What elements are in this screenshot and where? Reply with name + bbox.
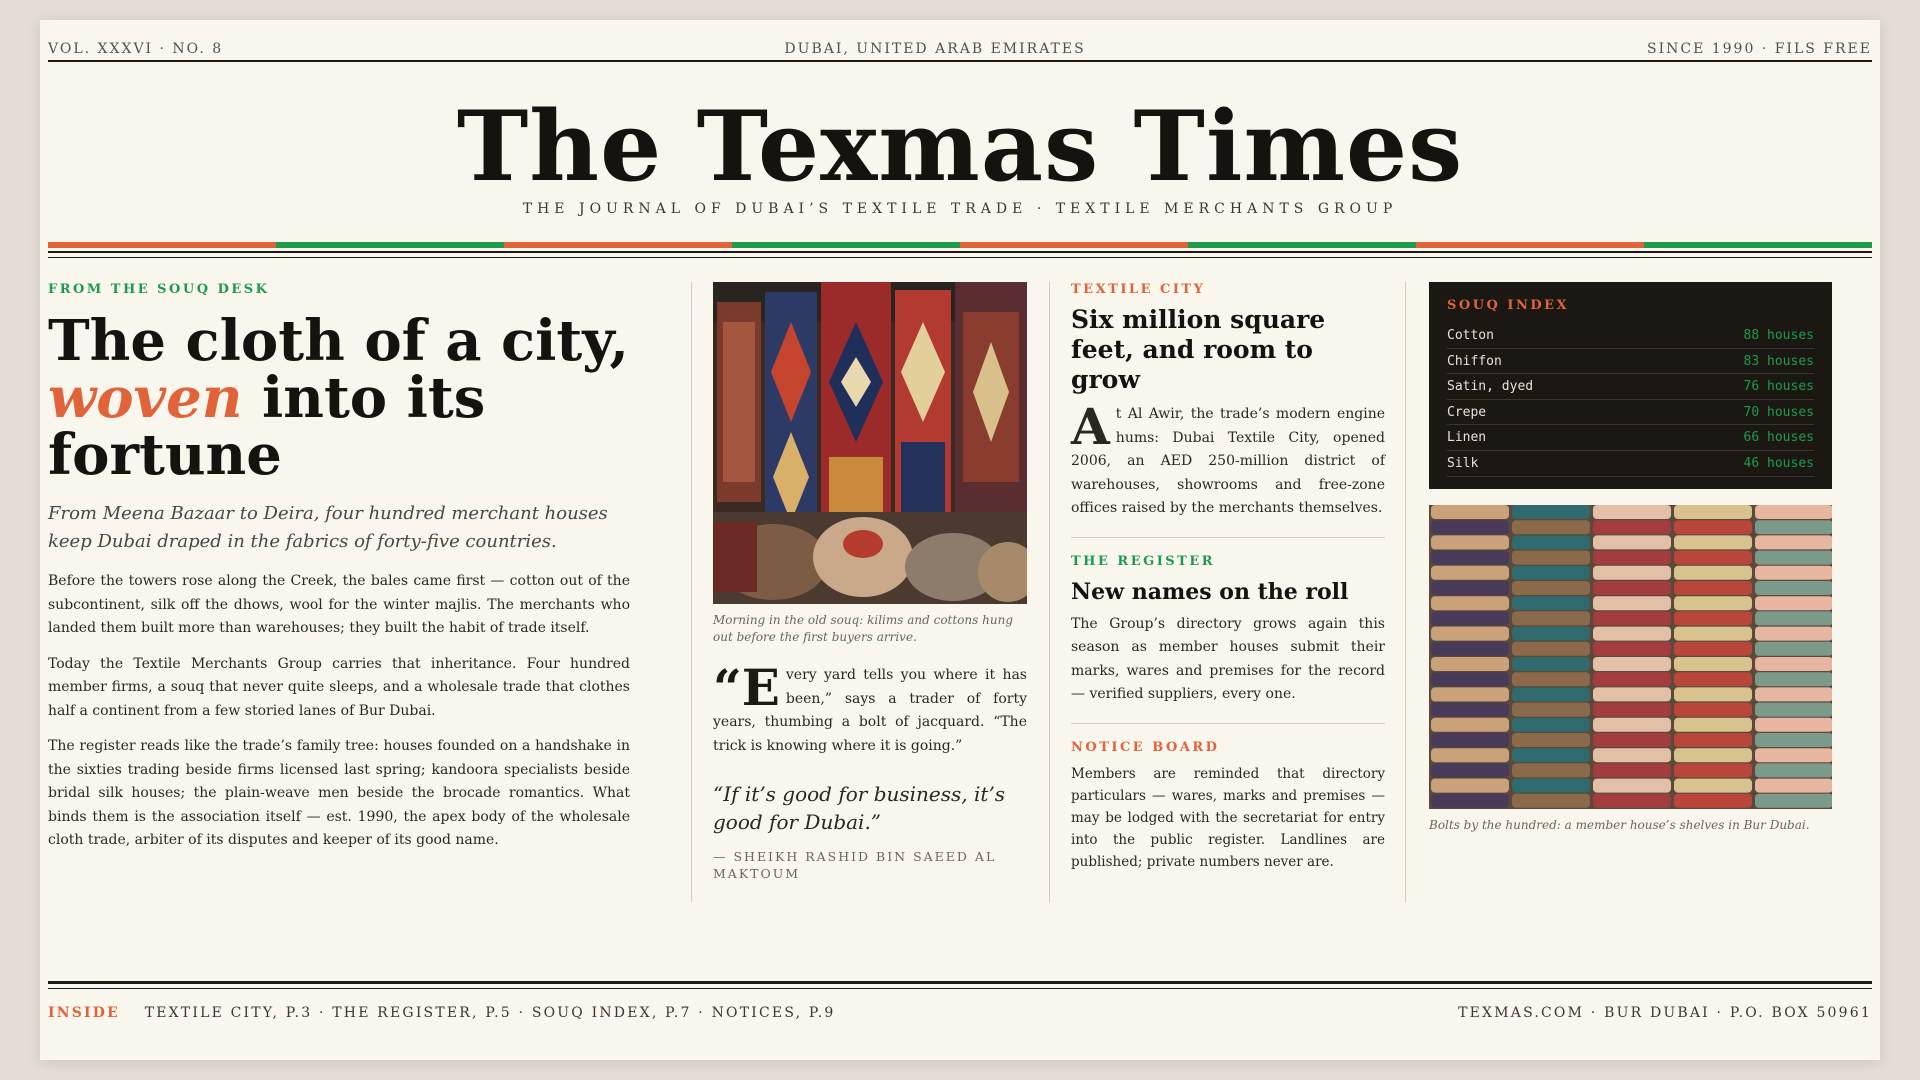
fabric-bolt <box>1593 611 1671 625</box>
section-divider <box>1071 537 1385 538</box>
masthead-tagline: THE JOURNAL OF DUBAI’S TEXTILE TRADE · TEXTILE MERCHANTS GROUP <box>522 201 1398 217</box>
textile-city-body: t Al Awir, the trade’s modern engine hums: Dubai Textile City, opened 2006, an AED 250-million district of warehouses, showrooms and free-zone offices raised by the merchants themselves. <box>1071 406 1385 516</box>
pull-quote: “If it’s good for business, it’s good for Dubai.” <box>713 782 1006 834</box>
fabric-bolt <box>1755 763 1832 777</box>
fabric-bolt <box>1593 672 1671 686</box>
masthead-title: The Texmas Times <box>456 90 1464 203</box>
pull-quote-attribution: — SHEIKH RASHID BIN SAEED AL MAKTOUM <box>713 849 997 881</box>
textile-city-headline: Six million square feet, and room to grow <box>1071 305 1326 394</box>
section-divider <box>1071 723 1385 724</box>
fabric-bolt <box>1674 581 1752 595</box>
fabric-bolt <box>1431 535 1509 549</box>
fabric-bolt <box>1512 733 1590 747</box>
souq-photo-caption: Morning in the old souq: kilims and cottons hung out before the first buyers arrive. <box>713 613 1013 644</box>
fabric-bolt <box>1674 657 1752 671</box>
fabric-bolt <box>1755 626 1832 640</box>
fabric-bolt <box>1755 535 1832 549</box>
fabric-bolt <box>1674 641 1752 655</box>
lead-paragraph: Before the towers rose along the Creek, the bales came first — cotton out of the subcontinent, silk off the dhows, wool for the winter majlis. The merchants who landed them built more than warehouses; they built the habit of trade itself. <box>48 573 630 636</box>
fabric-bolt <box>1512 611 1590 625</box>
souq-kilim-photo <box>713 282 1027 604</box>
index-count: 88 houses <box>1743 328 1814 343</box>
fabric-bolt <box>1431 596 1509 610</box>
fabric-bolt <box>1431 626 1509 640</box>
masthead-rule-thin <box>48 257 1872 258</box>
fabric-bolt <box>1512 748 1590 762</box>
register-body: The Group’s directory grows again this season as member houses submit their marks, wares and premises for the record — verified suppliers, every one. <box>1071 615 1385 702</box>
since-label: SINCE 1990 · FILS FREE <box>1646 41 1872 57</box>
fabric-bolt <box>1593 733 1671 747</box>
fabric-bolt <box>1755 748 1832 762</box>
index-row <box>1447 400 1814 426</box>
fabric-bolt <box>1512 687 1590 701</box>
column-divider <box>1405 282 1406 902</box>
register-headline: New names on the roll <box>1071 578 1349 605</box>
lead-paragraph: Today the Textile Merchants Group carries that inheritance. Four hundred member firms, a souq that never quite sleeps, and a wholesale trade that clothes half a continent from a few storied lanes of Bur Dubai. <box>48 655 630 719</box>
fabric-bolt <box>1431 581 1509 595</box>
index-count: 76 houses <box>1743 379 1814 395</box>
lead-headline-part2: into its fortune <box>48 365 486 488</box>
fabric-bolt <box>1431 778 1509 792</box>
inside-items: TEXTILE CITY, P.3 · THE REGISTER, P.5 · SOUQ INDEX, P.7 · NOTICES, P.9 <box>144 1005 836 1021</box>
fabric-bolt <box>1674 778 1752 792</box>
index-fabric: Linen <box>1447 430 1487 446</box>
kilim-illustration <box>713 282 1027 604</box>
index-fabric: Cotton <box>1447 328 1494 343</box>
fabric-bolt <box>1755 596 1832 610</box>
fabric-bolt <box>1431 672 1509 686</box>
contact-line: TEXMAS.COM · BUR DUBAI · P.O. BOX 50961 <box>1458 1005 1872 1021</box>
index-row <box>1447 349 1814 375</box>
fabric-bolt <box>1431 763 1509 777</box>
fabric-bolt <box>1593 657 1671 671</box>
index-fabric: Crepe <box>1447 404 1487 420</box>
fabric-bolt <box>1593 626 1671 640</box>
index-row <box>1447 425 1814 451</box>
lead-kicker: FROM THE SOUQ DESK <box>48 282 270 297</box>
fabric-bolt <box>1755 672 1832 686</box>
fabric-bolt <box>1431 717 1509 731</box>
fabric-bolt <box>1431 565 1509 579</box>
fabric-bolt <box>1512 596 1590 610</box>
fabric-bolt <box>1593 778 1671 792</box>
fabric-bolt <box>1674 626 1752 640</box>
fabric-bolt <box>1674 596 1752 610</box>
textile-city-story <box>1071 397 1385 521</box>
masthead-rule <box>48 251 1872 253</box>
column-divider <box>1049 282 1050 902</box>
lead-dek: From Meena Bazaar to Deira, four hundred merchant houses keep Dubai draped in the fabrics of forty-five countries. <box>48 503 608 552</box>
fabric-bolt <box>1593 793 1671 807</box>
fabric-bolt <box>1674 687 1752 701</box>
news-column <box>1071 282 1385 873</box>
fabric-bolt <box>1593 520 1671 534</box>
fabric-bolt <box>1674 672 1752 686</box>
footer-bar <box>48 998 1872 1028</box>
location-label: DUBAI, UNITED ARAB EMIRATES <box>784 41 1086 57</box>
index-column <box>1429 282 1832 834</box>
fabric-bolt <box>1755 565 1832 579</box>
color-stripe-band <box>48 242 1872 248</box>
fabric-bolt <box>1593 717 1671 731</box>
register-kicker: THE REGISTER <box>1071 553 1216 569</box>
fabric-bolts-illustration <box>1429 505 1832 809</box>
fabric-bolt <box>1674 717 1752 731</box>
fabric-bolt <box>1755 702 1832 716</box>
inside-label: INSIDE <box>48 1005 121 1021</box>
lead-paragraph: The register reads like the trade’s family tree: houses founded on a handshake in the sixties trading beside firms licensed last spring; kandoora specialists beside bridal silk houses; the plain-weave men beside the brocade romantics. What binds them is the association itself — est. 1990, the apex body of the wholesale cloth trade, arbiter of its disputes and keeper of its good name. <box>48 738 630 848</box>
quote-text: very yard tells you where it has been,” says a trader of forty years, thumbing a bolt of jacquard. “The trick is knowing where it is going.” <box>713 667 1027 754</box>
fabric-bolt <box>1431 505 1509 519</box>
lead-headline <box>48 308 630 488</box>
fabric-bolt <box>1674 550 1752 564</box>
volume-label: VOL. XXXVI · NO. 8 <box>48 41 224 57</box>
notice-body: Members are reminded that directory particulars — wares, marks and premises — may be lodged with the secretariat for entry into the public register. Landlines are published; private numbers never are. <box>1071 765 1385 870</box>
fabric-bolt <box>1512 702 1590 716</box>
lead-headline-accent: woven <box>48 365 243 431</box>
fabric-bolt <box>1431 550 1509 564</box>
textile-city-kicker: TEXTILE CITY <box>1071 282 1206 297</box>
lead-story <box>48 282 630 853</box>
fabric-bolt <box>1512 657 1590 671</box>
fabric-bolt <box>1431 702 1509 716</box>
index-fabric: Silk <box>1447 455 1479 471</box>
fabric-bolt <box>1512 717 1590 731</box>
fabric-bolt <box>1512 505 1590 519</box>
fabric-bolt <box>1674 565 1752 579</box>
fabric-bolt <box>1674 520 1752 534</box>
fabric-bolt <box>1755 687 1832 701</box>
fabric-bolt <box>1674 505 1752 519</box>
feature-column <box>713 282 1027 882</box>
fabric-bolt <box>1755 520 1832 534</box>
quote-dropcap: “E <box>713 658 780 717</box>
fabric-bolt <box>1512 520 1590 534</box>
notice-kicker: NOTICE BOARD <box>1071 739 1220 755</box>
fabric-bolt <box>1755 778 1832 792</box>
fabric-bolt <box>1674 763 1752 777</box>
lead-headline-part1: The cloth of a city, <box>48 308 629 374</box>
fabric-bolt <box>1512 550 1590 564</box>
fabric-bolt <box>1593 505 1671 519</box>
fabric-bolt <box>1593 596 1671 610</box>
fabric-bolt <box>1431 657 1509 671</box>
fabric-bolt <box>1755 550 1832 564</box>
fabric-bolt <box>1593 763 1671 777</box>
fabric-bolt <box>1431 611 1509 625</box>
fabric-bolt <box>1674 702 1752 716</box>
fabric-bolt <box>1755 733 1832 747</box>
fabric-bolt <box>1755 641 1832 655</box>
fabric-bolt <box>1512 763 1590 777</box>
fabric-bolt <box>1512 672 1590 686</box>
fabric-bolt <box>1755 793 1832 807</box>
shelves-caption: Bolts by the hundred: a member house’s shelves in Bur Dubai. <box>1429 817 1810 832</box>
fabric-bolt <box>1755 717 1832 731</box>
footer-rule-thin <box>48 988 1872 989</box>
fabric-shelves-photo <box>1429 505 1832 809</box>
trader-quote <box>713 658 1027 758</box>
fabric-bolt <box>1674 733 1752 747</box>
fabric-bolt <box>1512 581 1590 595</box>
textile-city-dropcap: A <box>1071 397 1110 456</box>
index-row <box>1447 323 1814 349</box>
index-count: 46 houses <box>1743 455 1814 471</box>
fabric-bolt <box>1431 687 1509 701</box>
fabric-bolt <box>1755 505 1832 519</box>
index-fabric: Satin, dyed <box>1447 379 1534 395</box>
top-rule <box>48 60 1872 62</box>
index-count: 83 houses <box>1743 353 1814 369</box>
fabric-bolt <box>1593 687 1671 701</box>
fabric-bolt <box>1431 641 1509 655</box>
index-fabric: Chiffon <box>1447 353 1502 369</box>
fabric-bolt <box>1755 657 1832 671</box>
fabric-bolt <box>1431 733 1509 747</box>
fabric-bolt <box>1755 581 1832 595</box>
fabric-bolt <box>1755 611 1832 625</box>
fabric-bolt <box>1512 535 1590 549</box>
index-count: 66 houses <box>1743 430 1814 446</box>
fabric-bolt <box>1674 748 1752 762</box>
fabric-bolt <box>1431 793 1509 807</box>
index-row <box>1447 451 1814 477</box>
fabric-bolt <box>1512 793 1590 807</box>
fabric-bolt <box>1593 702 1671 716</box>
souq-index-panel <box>1429 282 1832 489</box>
inside-index <box>48 1005 835 1021</box>
fabric-bolt <box>1593 641 1671 655</box>
fabric-bolt <box>1431 748 1509 762</box>
column-divider <box>691 282 692 902</box>
fabric-bolt <box>1512 626 1590 640</box>
footer-rule <box>48 981 1872 984</box>
fabric-bolt <box>1431 520 1509 534</box>
souq-index-title: SOUQ INDEX <box>1447 298 1570 313</box>
fabric-bolt <box>1593 748 1671 762</box>
fabric-bolt <box>1674 611 1752 625</box>
fabric-bolt <box>1593 565 1671 579</box>
fabric-bolt <box>1512 565 1590 579</box>
fabric-bolt <box>1512 778 1590 792</box>
index-row <box>1447 374 1814 400</box>
fabric-bolt <box>1593 581 1671 595</box>
index-count: 70 houses <box>1743 404 1814 420</box>
fabric-bolt <box>1593 535 1671 549</box>
fabric-bolt <box>1512 641 1590 655</box>
fabric-bolt <box>1674 535 1752 549</box>
fabric-bolt <box>1593 550 1671 564</box>
fabric-bolt <box>1674 793 1752 807</box>
